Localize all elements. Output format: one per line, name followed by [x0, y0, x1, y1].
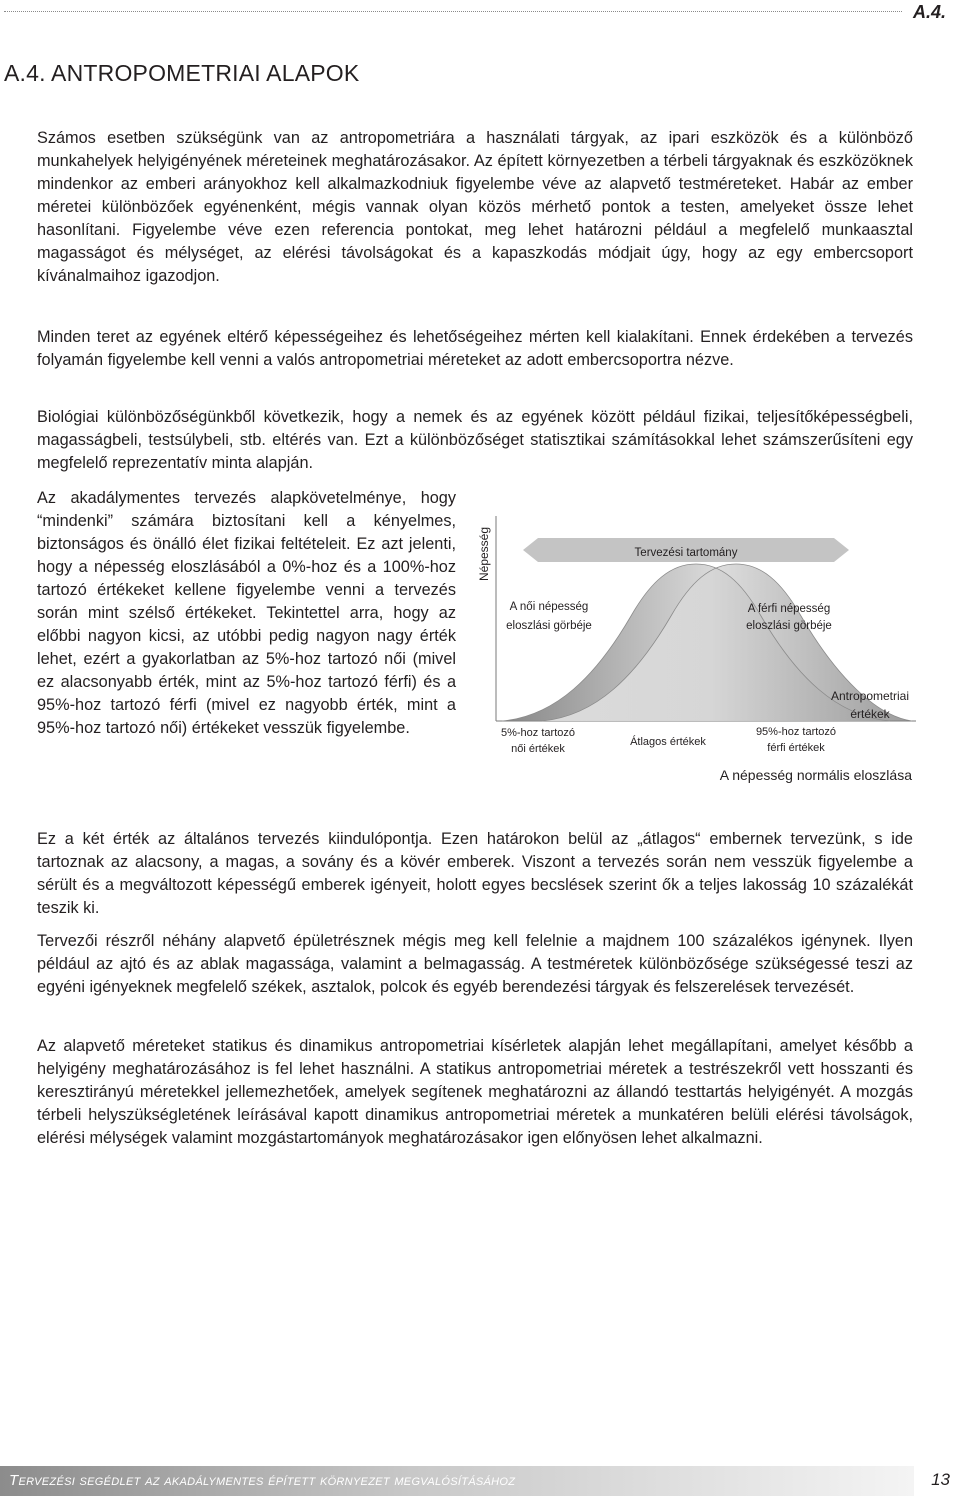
male-curve-label-line1: A férfi népesség	[747, 603, 831, 615]
x-axis-label-line1: Antropometriai	[830, 689, 910, 703]
female-curve-label-line1: A női népesség	[509, 601, 589, 613]
average-values-label: Átlagos értékek	[630, 736, 706, 748]
paragraph-design-basis: Ez a két érték az általános tervezés kiindulópontja. Ezen határokon belül az „átlagos“ embernek tervezünk, s ide tartoznak az alacsony, a magas, a sovány és a kövér emberek. Viszont a tervezés során nem vesszük figyelembe a sérült és a megváltozott képességű emberek igényeit, holott egyes becslések szerint ők a teljes lakosság 10 százalékát teszik ki.	[37, 830, 913, 917]
paragraph-building-parts: Tervezői részről néhány alapvető épületrésznek mégis meg kell felelnie a majdnem 100 százalékos igénynek. Ilyen például az ajtó és az ablak magassága, valamint a belmagasság. A testméretek különbözősége szükségessé teszi az egyéni igényeknek megfelelő székek, asztalok, polcok és egyéb berendezési tárgyak és felszerelések tervezését.	[37, 932, 913, 996]
page-number: 13	[931, 1470, 950, 1489]
header-dotted-rule	[4, 11, 902, 12]
section-title: A.4. ANTROPOMETRIAI ALAPOK	[4, 60, 360, 86]
x-axis-label-line2: értékek	[850, 707, 890, 721]
paragraph-biology: Biológiai különbözőségünkből következik, hogy a nemek és az egyének között például fizikai, teljesítőképességbeli, magasságbeli, testsúlybeli, stb. eltérés van. Ezt a különbözőséget statisztikai számításokkal lehet számszerűsíteni egy megfelelő reprezentatív minta alapján.	[37, 408, 913, 472]
female-5-percent-label-line2: női értékek	[511, 743, 565, 755]
normal-distribution-figure	[466, 506, 916, 792]
paragraph-intro: Számos esetben szükségünk van az antropometriára a használati tárgyak, az ipari eszközök és a különböző munkahelyek helyigényének méreteinek meghatározásakor. Az épített környezetben a térbeli tárgyaknak és eszközöknek mindenkor az emberi arányokhoz kell alkalmazkodniuk figyelembe véve az alapvető testméreteket. Habár az ember méretei különbözőek egyénenként, mégis vannak olyan közös mérhető pontok a testen, amelyeket össze lehet hasonlítani. Figyelembe véve ezen referencia pontokat, meg lehet határozni például a megfelelő munkaasztal magasságot és mélységet, az elérési távolságokat és a kapaszkodás módjait úgy, hogy az egy embercsoport kívánalmaihoz igazodjon.	[37, 129, 913, 285]
paragraph-static-dynamic: Az alapvető méreteket statikus és dinamikus antropometriai kísérletek alapján lehet megállapítani, amelyet később a helyigény meghatározásához is fel lehet használni. A statikus antropometriai méretek a testrészekről vett hosszanti és keresztirányú méretekkel jellemezhetőek, amelyek segítenek meghatározni az állandó testtartás helyigényét. A mozgás térbeli helyszükségletének leírásával kapott dinamikus antropometriai méretek a munkatéren belüli elérési távolságok, elérési mélységek valamint mozgástartományok meghatározásakor igen előnyösen lehet alkalmazni.	[37, 1037, 913, 1147]
distribution-chart	[466, 506, 916, 792]
male-95-percent-label-line2: férfi értékek	[767, 742, 825, 754]
y-axis-label: Népesség	[477, 526, 491, 581]
design-range-label: Tervezési tartomány	[634, 547, 738, 559]
male-curve-label-line2: eloszlási görbéje	[746, 620, 832, 632]
male-95-percent-label-line1: 95%-hoz tartozó	[755, 726, 837, 738]
footer-document-title: Tervezési segédlet az akadálymentes épített környezet megvalósításához	[9, 1472, 516, 1489]
figure-caption: A népesség normális eloszlása	[719, 767, 912, 783]
header-section-code: A.4.	[912, 2, 946, 22]
female-curve-label-line2: eloszlási görbéje	[506, 620, 592, 632]
paragraph-individuals: Minden teret az egyének eltérő képességeihez és lehetőségeihez mérten kell kialakítani. Ennek érdekében a tervezés folyamán figyelembe kell venni a valós antropometriai méreteket az adott embercsoportra nézve.	[37, 328, 913, 369]
paragraph-accessible-design: Az akadálymentes tervezés alapkövetelménye, hogy “mindenki” számára biztosítani kell a kényelmes, biztonságos és önálló élet fizikai feltételeit. Ez azt jelenti, hogy a népesség eloszlásából a 0%-hoz és a 100%-hoz tartozó értékeket kellene figyelembe venni a tervezés során mint szélső értékeket. Tekintettel arra, hogy az előbbi nagyon kicsi, az utóbbi pedig nagyon nagy érték lehet, ezért a gyakorlatban az 5%-hoz tartozó női (mivel ez alacsonyabb érték, mint az 5%-hoz tartozó férfi) és a 95%-hoz tartozó férfi (mivel ez nagyobb érték, mint a 95%-hoz tartozó női) értékeket vesszük figyelembe.	[37, 489, 456, 737]
female-5-percent-label-line1: 5%-hoz tartozó	[501, 727, 575, 739]
